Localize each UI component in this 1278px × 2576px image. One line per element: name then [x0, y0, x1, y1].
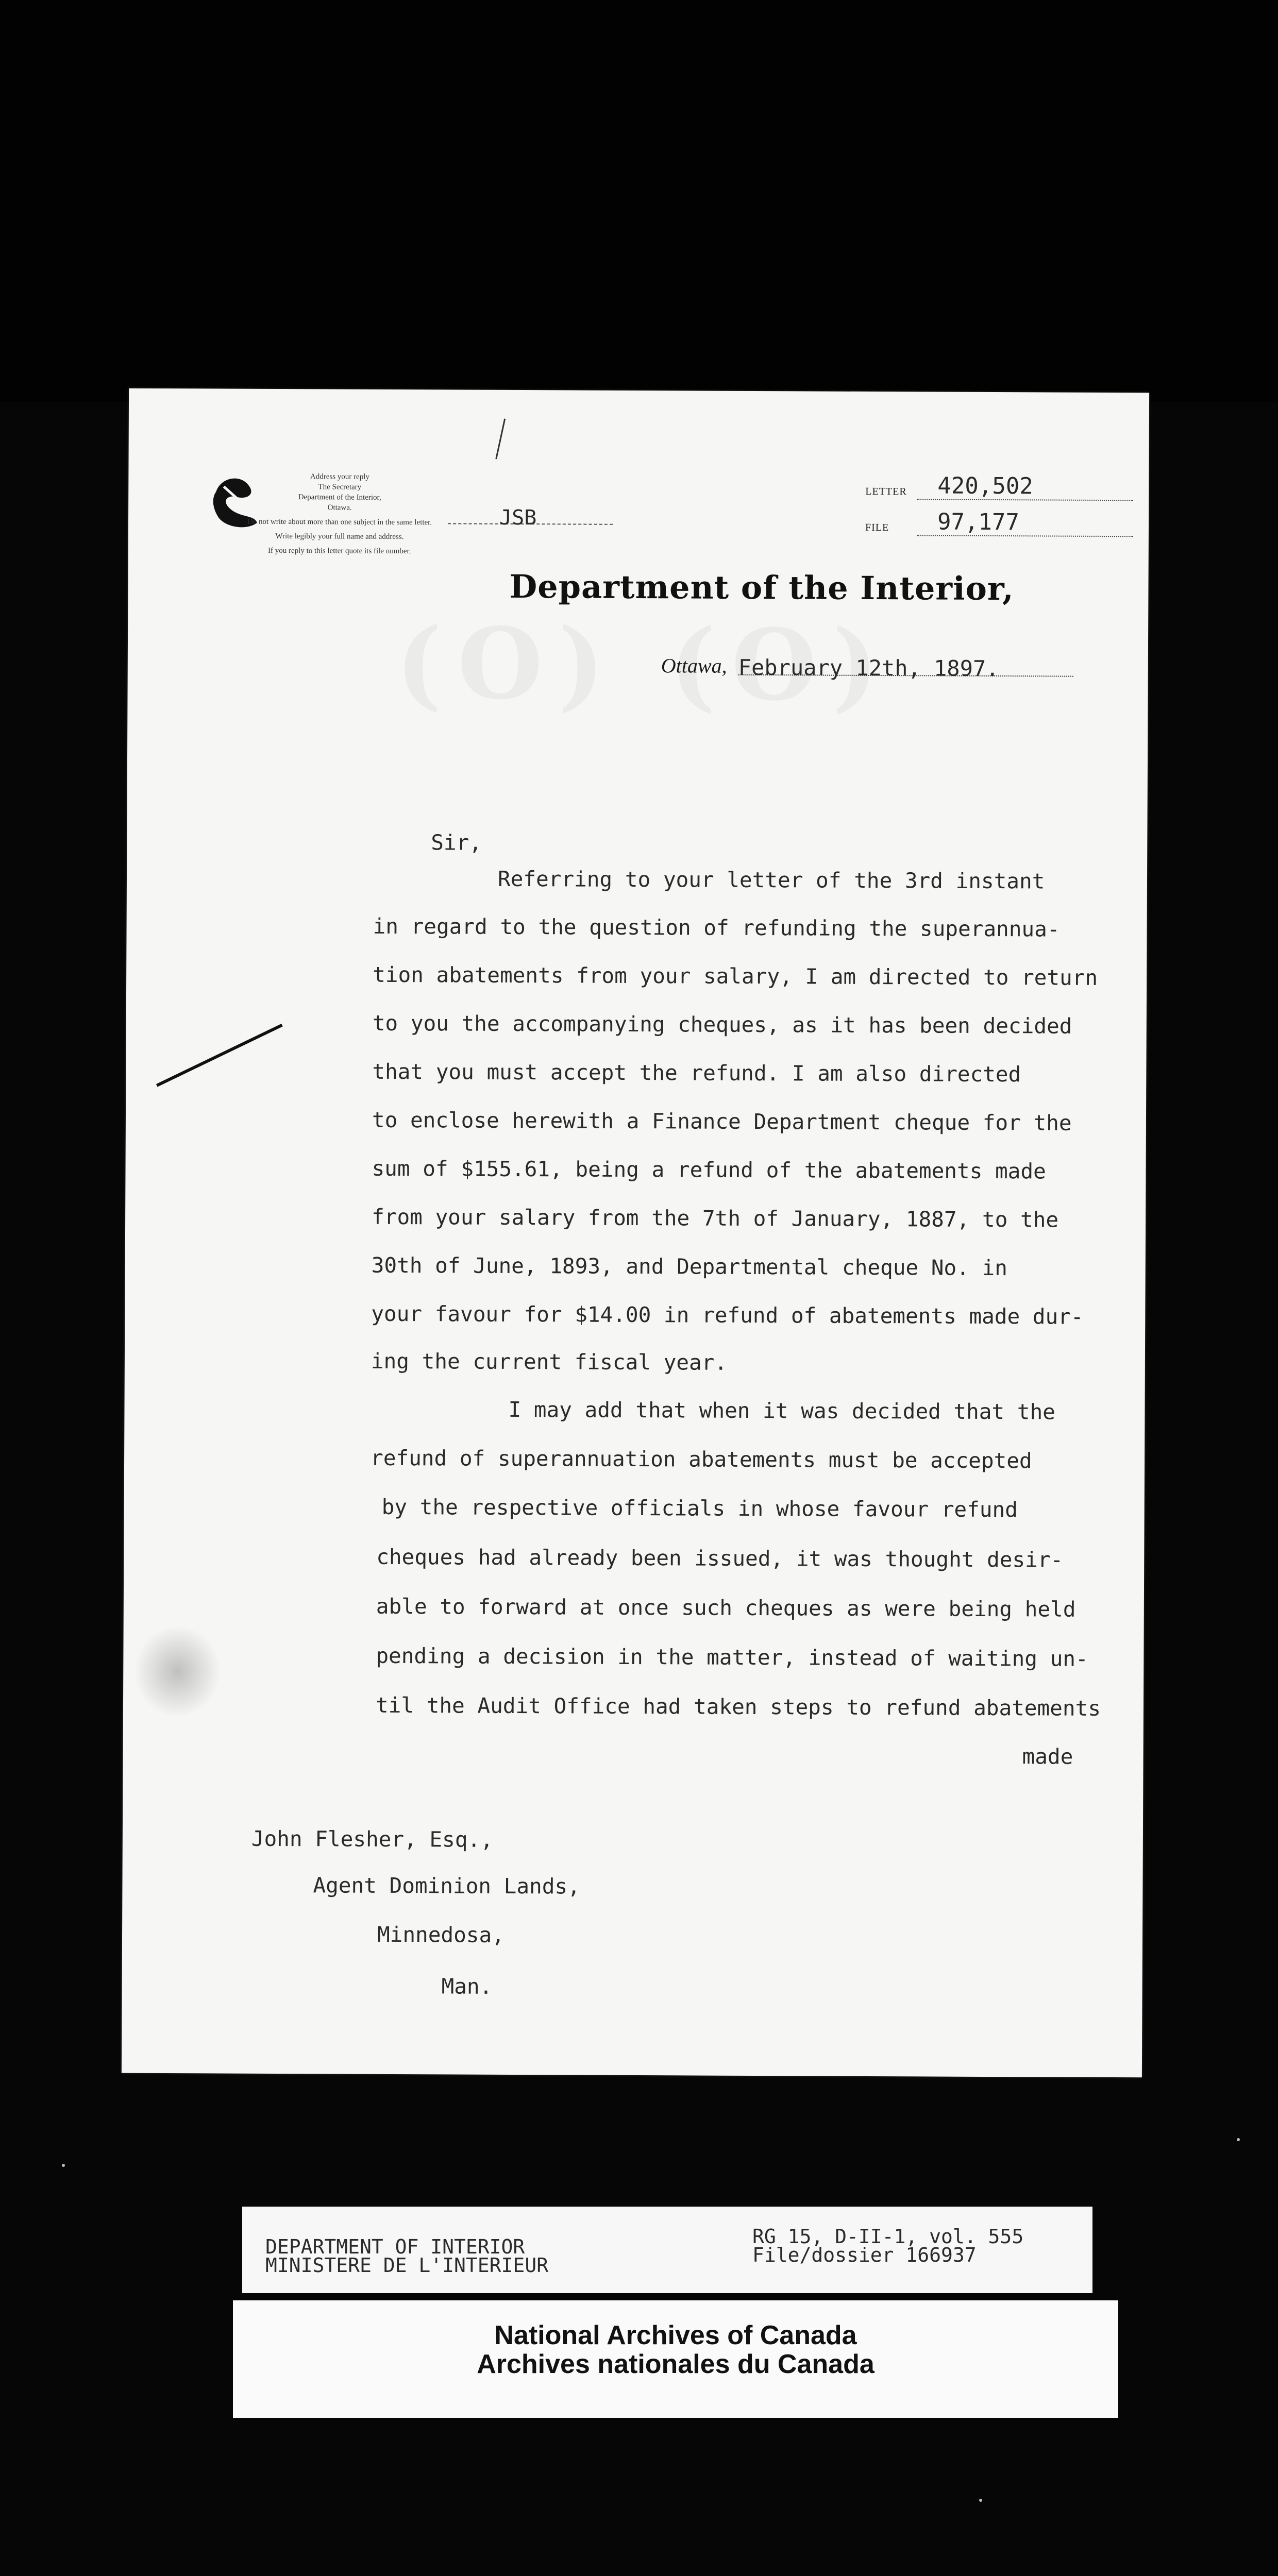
instruction-note: Do not write about more than one subject in the same letter. — [247, 517, 432, 527]
letter-line: Referring to your letter of the 3rd instant — [497, 866, 1045, 894]
dateline-city: Ottawa, — [661, 654, 727, 677]
letter-line: til the Audit Office had taken steps to refund abatements — [375, 1692, 1101, 1721]
salutation: Sir, — [431, 830, 482, 855]
file-number-label: FILE — [865, 521, 889, 534]
letter-line: from your salary from the 7th of January, 1887, to the — [372, 1204, 1059, 1232]
record-group-reference: RG 15, D-II-1, vol. 555 — [752, 2225, 1024, 2248]
instruction-line: Address your reply — [310, 472, 369, 481]
letter-line: to enclose herewith a Finance Department cheque for the — [372, 1107, 1072, 1136]
letter-number-label: LETTER — [865, 485, 907, 498]
addressee-line: Agent Dominion Lands, — [313, 1873, 580, 1899]
addressee-line: John Flesher, Esq., — [251, 1826, 493, 1852]
letter-line: I may add that when it was decided that the — [508, 1397, 1056, 1425]
letter-line: cheques had already been issued, it was thought desir- — [376, 1544, 1064, 1572]
film-speck — [62, 2164, 65, 2167]
film-speck — [1237, 2138, 1240, 2141]
letter-line: tion abatements from your salary, I am directed to return — [373, 962, 1098, 990]
fonds-name — [265, 2235, 549, 2277]
letter-line: in regard to the question of refunding the superannua- — [373, 913, 1060, 942]
letter-line: pending a decision in the matter, instead of waiting un- — [376, 1643, 1088, 1671]
archive-banner — [233, 2300, 1118, 2418]
clerk-initials: JSB — [499, 505, 537, 530]
letter-line: ing the current fiscal year. — [371, 1348, 728, 1375]
archive-reference — [752, 2227, 1023, 2264]
catchword: made — [1022, 1744, 1073, 1769]
letter-line: to you the accompanying cheques, as it has been decided — [372, 1010, 1072, 1039]
file-reference: File/dossier 166937 — [752, 2244, 977, 2266]
file-number: 97,177 — [937, 509, 1020, 536]
instruction-note: If you reply to this letter quote its file number. — [268, 546, 411, 556]
letter-body — [122, 388, 1149, 2078]
film-border-top — [0, 0, 1278, 402]
letter-line: 30th of June, 1893, and Departmental cheque No. in — [371, 1252, 1008, 1281]
department-heading: Department of the Interior, — [509, 567, 1014, 608]
instruction-line: Department of the Interior, — [298, 493, 381, 502]
letter-page — [122, 388, 1149, 2078]
letter-line: that you must accept the refund. I am also directed — [372, 1059, 1021, 1087]
instruction-note: Write legibly your full name and address. — [275, 532, 404, 541]
archive-name-fr: Archives nationales du Canada — [477, 2349, 875, 2379]
letter-number: 420,502 — [937, 472, 1033, 500]
letter-line: your favour for $14.00 in refund of abatements made dur- — [371, 1301, 1084, 1329]
fonds-name-fr: MINISTERE DE L'INTERIEUR — [265, 2254, 549, 2277]
letter-line: by the respective officials in whose favour refund — [381, 1494, 1018, 1522]
addressee-line: Man. — [441, 1974, 493, 1999]
archive-reference-label — [242, 2207, 1092, 2293]
addressee-line: Minnedosa, — [377, 1922, 505, 1947]
instruction-line: The Secretary — [318, 483, 362, 492]
letter-line: refund of superannuation abatements must be accepted — [370, 1445, 1032, 1473]
letter-line: sum of $155.61, being a refund of the abatements made — [372, 1156, 1046, 1184]
margin-smudge — [133, 1625, 222, 1718]
dateline-date: February 12th, 1897. — [738, 654, 999, 682]
film-speck — [979, 2499, 982, 2502]
fonds-name-en: DEPARTMENT OF INTERIOR — [265, 2235, 525, 2258]
letter-line: able to forward at once such cheques as were being held — [376, 1594, 1076, 1622]
instruction-line: Ottawa. — [327, 503, 352, 512]
archive-name-en: National Archives of Canada — [494, 2320, 857, 2350]
